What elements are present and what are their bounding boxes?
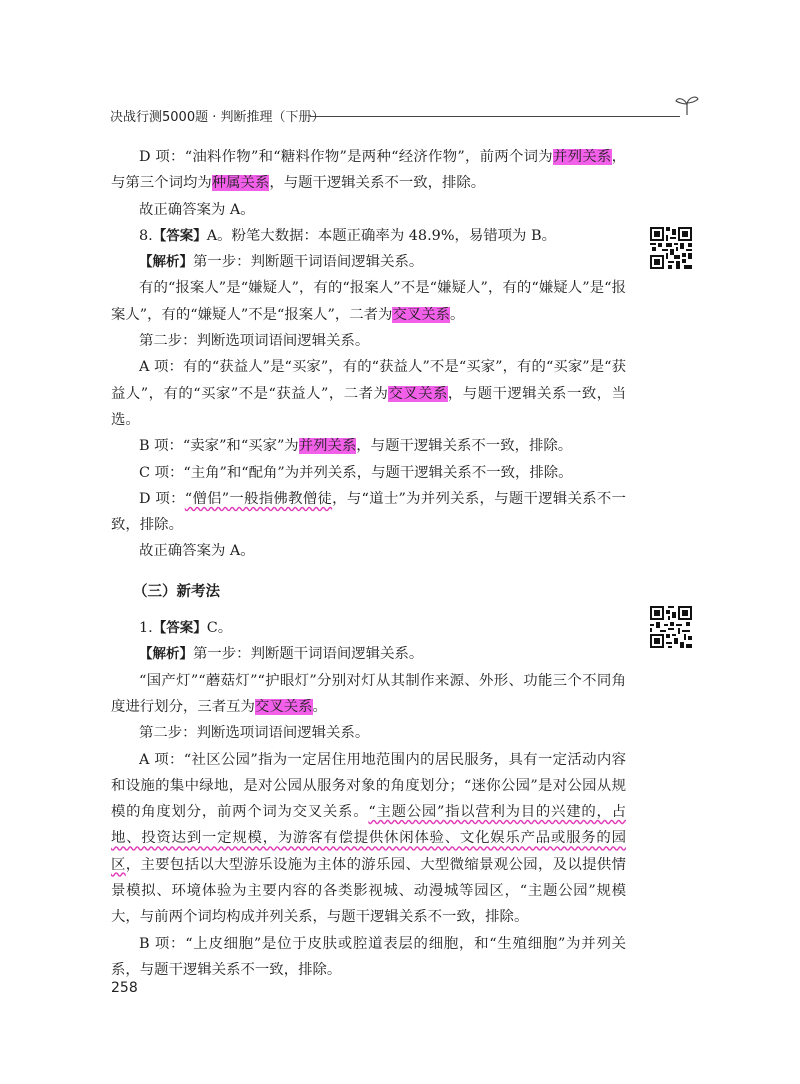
paragraph: 故正确答案为 A。 (139, 543, 255, 560)
paragraph (111, 747, 626, 931)
paragraph (111, 433, 626, 459)
paragraph (111, 668, 626, 721)
wavy-underline: “僧侣”一般指佛教僧徒 (184, 490, 333, 507)
paragraph: 第二步：判断选项词语间逻辑关系。 (139, 333, 370, 350)
paragraph (111, 486, 626, 539)
running-header (110, 104, 700, 134)
text: ，与第三个词均为 (111, 149, 626, 192)
paragraph: C 项：“主角”和“配角”为并列关系，与题干逻辑关系不一致，排除。 (139, 464, 573, 481)
wavy-underline: “主题公园”指以营利为目的兴建的，占地、投资达到一定规模，为游客有偿提供休闲体验、文化娱乐产品或服务的园区 (111, 804, 626, 873)
text: A 项：有的“获益人”是“买家”，有的“获益人”不是“买家”，有的“买家”是“获益人”，有的“买家”不是“获益人”，二者为 (111, 359, 626, 402)
highlight: 交叉关系 (388, 385, 448, 402)
question-number: 1. (139, 620, 153, 637)
section-heading: （三）新考法 (133, 583, 220, 600)
analysis-tag: 【解析】 (139, 254, 193, 271)
analysis-tag: 【解析】 (139, 646, 193, 663)
text: D 项：“油料作物”和“糖料作物”是两种“经济作物”，前两个词为 (139, 149, 553, 165)
text: B 项：“卖家”和“买家”为 (139, 438, 299, 455)
paragraph (111, 144, 626, 197)
sprout-icon (674, 94, 700, 116)
text: ，与“道士”为并列关系，与题干逻辑关系不一致，排除。 (111, 490, 626, 534)
answer-tag: 【答案】 (152, 620, 207, 637)
page-number: 258 (111, 980, 138, 996)
analysis-line (111, 641, 626, 667)
paragraph (111, 354, 626, 433)
text: A。粉笔大数据：本题正确率为 48.9%，易错项为 B。 (206, 227, 556, 244)
answer-tag: 【答案】 (152, 227, 207, 244)
paragraph (111, 275, 626, 328)
qr-code-icon (650, 227, 692, 269)
text: 第一步：判断题干词语间逻辑关系。 (193, 646, 424, 663)
question-number: 8. (139, 227, 153, 244)
header-title: 决战行测5000题 · 判断推理（下册） (110, 110, 325, 125)
page-body (111, 144, 626, 983)
answer-line (111, 223, 626, 249)
text: C。 (206, 620, 233, 637)
paragraph: 故正确答案为 A。 (139, 201, 255, 218)
text: ，与题干逻辑关系一致，当选。 (111, 385, 626, 428)
text: 第一步：判断题干词语间逻辑关系。 (193, 254, 424, 271)
text: ，与题干逻辑关系不一致，排除。 (269, 175, 486, 192)
highlight: 种属关系 (211, 175, 270, 192)
highlight: 并列关系 (298, 438, 357, 455)
header-rule (310, 116, 680, 117)
answer-line (111, 615, 626, 641)
text: A 项：“社区公园”指为一定居住用地范围内的居民服务，具有一定活动内容和设施的集中绿地，是对公园从服务对象的角度划分；“迷你公园”是对公园从规模的角度划分，前两个词为交叉关系。 (111, 751, 626, 821)
text: 有的“报案人”是“嫌疑人”，有的“报案人”不是“嫌疑人”，有的“嫌疑人”是“报案人”，有的“嫌疑人”不是“报案人”，二者为 (111, 280, 626, 323)
highlight: 并列关系 (552, 149, 612, 165)
text: D 项： (139, 490, 185, 507)
paragraph: 第二步：判断选项词语间逻辑关系。 (139, 725, 370, 742)
paragraph: B 项：“上皮细胞”是位于皮肤或腔道表层的细胞，和“生殖细胞”为并列关系，与题干逻辑关系不一致，排除。 (111, 935, 626, 978)
highlight: 交叉关系 (254, 698, 313, 715)
qr-code-icon (650, 606, 692, 648)
text: 。 (312, 698, 327, 715)
text: 。 (450, 306, 465, 323)
analysis-line (111, 249, 626, 275)
highlight: 交叉关系 (392, 306, 451, 323)
text: “国产灯”“蘑菇灯”“护眼灯”分别对灯从其制作来源、外形、功能三个不同角度进行划分，三者互为 (111, 672, 626, 715)
text: ，与题干逻辑关系不一致，排除。 (356, 438, 573, 455)
text: ，主要包括以大型游乐设施为主体的游乐园、大型微缩景观公园，及以提供情景模拟、环境体验为主要内容的各类影视城、动漫城等园区，“主题公园”规模大，与前两个词均构成并列关系，与题干逻辑关系不一致，排除。 (111, 856, 626, 926)
